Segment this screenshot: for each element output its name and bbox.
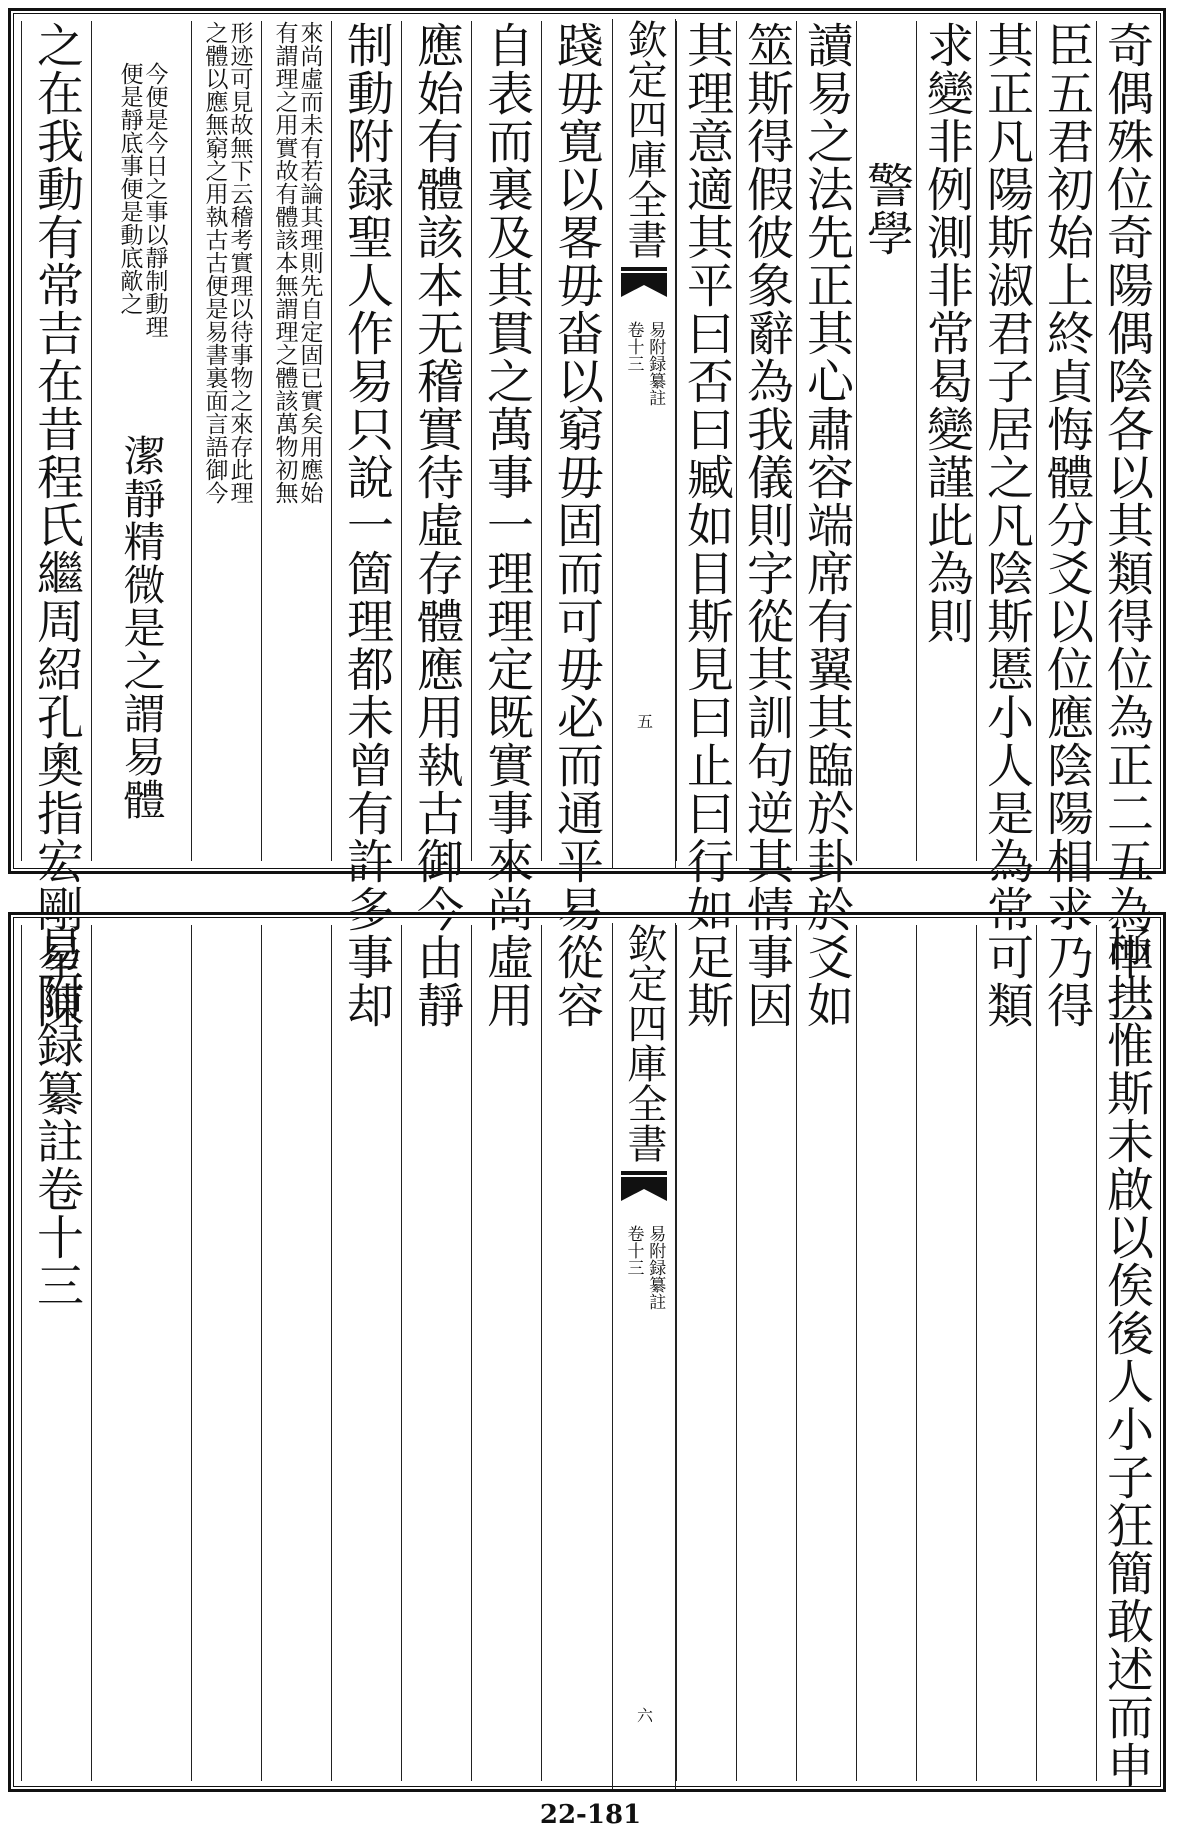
empty-column <box>91 925 191 1781</box>
banner-side-title: 易附録纂註 <box>645 1225 666 1310</box>
text-column <box>1096 21 1156 1029</box>
column-text: 求變非例測非常曷變謹此為則 <box>919 21 974 645</box>
top-page <box>8 8 1166 1029</box>
column-text: 制動附録聖人作易只說一箇理都未曾有許多事却 <box>339 21 394 1029</box>
text-column <box>916 21 976 861</box>
banner-title: 欽定四庫全書 <box>621 19 667 259</box>
empty-column <box>401 925 471 1781</box>
colophon-column <box>21 925 91 1781</box>
banner-side-title: 易附録纂註 <box>645 321 666 406</box>
banner-side-volume: 卷十三 <box>623 1225 644 1276</box>
annotation-column <box>261 21 331 861</box>
column-text: 其正凡陽斯淑君子居之凡陰斯慝小人是為常可類 <box>979 21 1034 1029</box>
text-column <box>21 21 91 1029</box>
text-column <box>736 21 796 1029</box>
annotation-line: 來尚虛而未有若論其理則先自定固已實矣用應始 <box>296 21 323 504</box>
text-column <box>1096 925 1156 1789</box>
annotation-column <box>191 21 261 861</box>
banner-title: 欽定四庫全書 <box>621 923 667 1163</box>
annotation-line: 之體以應無窮之用執古古便是易書裏面言語御今 <box>201 21 228 504</box>
column-text: 讀易之法先正其心肅容端席有翼其臨於卦於爻如 <box>799 21 854 1029</box>
text-column <box>401 21 471 1029</box>
column-text: 臣五君初始上終貞悔體分爻以位應陰陽相求乃得 <box>1039 21 1094 1029</box>
banner-side-volume: 卷十三 <box>623 321 644 372</box>
banner-page-number: 五 <box>637 712 654 731</box>
column-text: 筮斯得假彼象辭為我儀則字從其訓句逆其情事因 <box>739 21 794 1029</box>
empty-column <box>471 925 541 1781</box>
empty-column <box>796 925 856 1781</box>
column-text: 其理意適其平曰否曰臧如目斯見曰止曰行如足斯 <box>679 21 734 1029</box>
text-column <box>331 21 401 1029</box>
annotation-pair <box>118 62 166 434</box>
column-text: 自表而裏及其貫之萬事一理理定既實事來尚虛用 <box>479 21 534 1029</box>
bottom-page <box>8 912 1166 1792</box>
empty-column <box>331 925 401 1781</box>
volume-title: 易附録纂註卷十三 <box>29 925 84 1309</box>
banner-side-labels <box>613 321 675 406</box>
empty-column <box>856 925 916 1781</box>
column-text: 踐毋寛以畧毋畓以窮毋固而可毋必而通平易從容 <box>549 21 604 1029</box>
section-heading-column <box>856 21 916 861</box>
column-text: 之在我動有常吉在昔程氏繼周紹孔奧指宏剛星陳 <box>29 21 84 1029</box>
annotation-line: 今便是今日之事以靜制動理 <box>141 61 168 338</box>
annotation-line: 形迹可見故無下云稽考實理以待事物之來存此理 <box>226 21 253 504</box>
empty-column <box>916 925 976 1781</box>
fish-tail-ornament-icon <box>621 267 667 313</box>
center-banner <box>612 19 676 869</box>
footer-page-reference: 22-181 <box>539 1800 642 1830</box>
text-column <box>976 21 1036 1029</box>
annotation-column <box>91 21 191 861</box>
text-column <box>676 21 736 1029</box>
annotation-line: 有謂理之用實故有體該本無謂理之體該萬物初無 <box>271 21 298 504</box>
banner-side-labels <box>613 1225 675 1310</box>
empty-column <box>676 925 736 1781</box>
column-text: 應始有體該本无稽實待虛存體應用執古御今由靜 <box>409 21 464 1029</box>
text-column <box>1036 21 1096 1029</box>
text-column <box>471 21 541 1029</box>
empty-column <box>976 925 1036 1781</box>
empty-column <box>191 925 261 1781</box>
empty-column <box>261 925 331 1781</box>
fish-tail-ornament-icon <box>621 1171 667 1217</box>
column-text: 奇偶殊位奇陽偶陰各以其類得位為正二五為中二 <box>1099 21 1154 1029</box>
empty-column <box>736 925 796 1781</box>
center-banner <box>612 923 676 1789</box>
annotation-line: 便是靜底事便是動底歒之 <box>116 61 143 315</box>
text-column <box>796 21 856 1029</box>
banner-page-number: 六 <box>637 1706 654 1725</box>
section-heading: 警學 <box>859 161 914 257</box>
text-column <box>541 21 611 1029</box>
empty-column <box>541 925 611 1781</box>
column-text: 潔靜精微是之謂易體 <box>117 433 167 821</box>
column-text: 極拱惟斯未啟以俟後人小子狂簡敢述而申 <box>1099 925 1154 1789</box>
empty-column <box>1036 925 1096 1781</box>
